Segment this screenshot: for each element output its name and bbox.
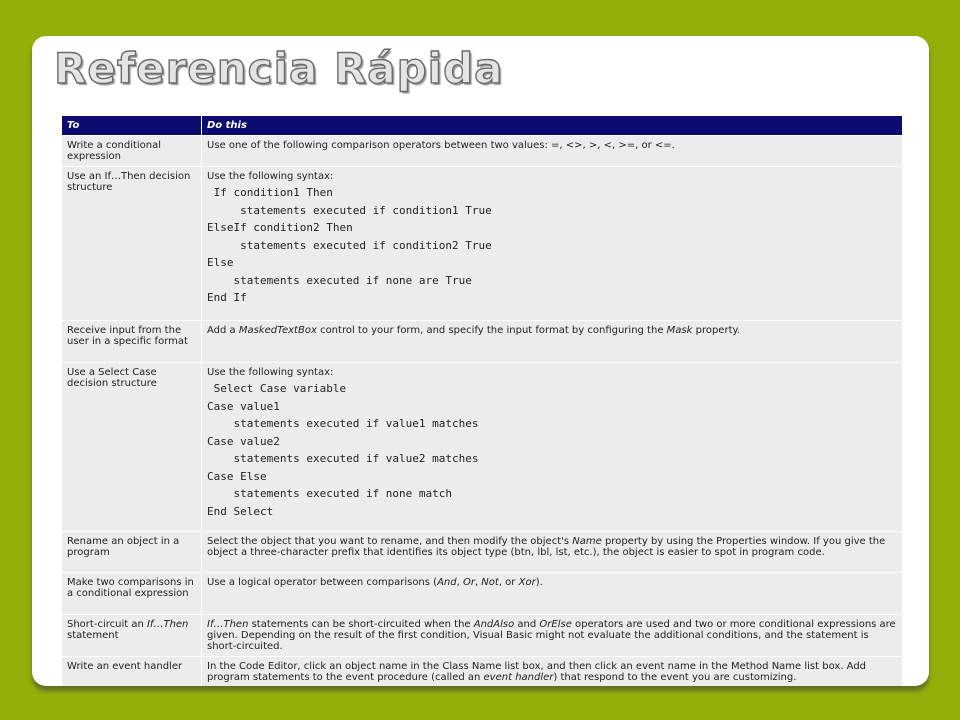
task-cell: Use an If…Then decision structure	[62, 167, 202, 321]
column-header-do-this: Do this	[202, 116, 903, 136]
description-cell	[202, 532, 903, 573]
control-name: MaskedTextBox	[238, 325, 317, 336]
code-line: statements executed if none match	[207, 487, 453, 500]
table-row	[62, 167, 903, 321]
syntax-intro: Use the following syntax:	[207, 171, 334, 182]
text-run: control to your form, and specify the input format by configuring the	[316, 325, 667, 336]
table-row	[62, 532, 903, 573]
table-row	[62, 657, 903, 687]
operator-name: OrElse	[539, 619, 572, 630]
property-name: Mask	[666, 325, 693, 336]
table-row	[62, 363, 903, 532]
property-name: Name	[572, 536, 602, 547]
task-cell: Receive input from the user in a specific format	[62, 321, 202, 363]
text-run: Add a	[207, 325, 239, 336]
operator-name: AndAlso	[473, 619, 515, 630]
code-line: End Select	[207, 504, 274, 518]
code-line: If condition1 Then	[207, 186, 333, 199]
code-line: Case value2	[207, 434, 280, 448]
table-header-row	[62, 116, 903, 136]
operator-name: Not	[481, 577, 499, 588]
description-cell	[202, 363, 903, 532]
slide-card	[32, 36, 929, 686]
text-run: ,	[456, 577, 463, 588]
code-line: statements executed if value2 matches	[207, 452, 479, 465]
code-line: Else	[207, 256, 234, 269]
table-row	[62, 136, 903, 167]
operator-name: Or	[462, 577, 475, 588]
keyword: If…Then	[146, 619, 189, 630]
description-cell: Use one of the following comparison operators between two values: =, <>, >, <, >=, or <=.	[202, 136, 903, 167]
text-run: statement	[67, 630, 119, 641]
code-line: Case Else	[207, 469, 267, 483]
description-cell	[202, 657, 903, 687]
code-line: End If	[207, 291, 247, 304]
operator-name: Xor	[518, 577, 536, 588]
term: event handler	[483, 672, 554, 683]
code-line: Case value1	[207, 399, 280, 413]
description-cell	[202, 321, 903, 363]
code-line: statements executed if none are True	[207, 273, 472, 287]
code-line: statements executed if condition1 True	[207, 203, 492, 217]
description-cell	[202, 573, 903, 615]
text-run: and	[514, 619, 540, 630]
description-cell	[202, 167, 903, 321]
column-header-to: To	[62, 116, 202, 136]
code-line: ElseIf condition2 Then	[207, 221, 353, 234]
text-run: ,	[474, 577, 482, 588]
slide-title: Referencia Rápida	[54, 44, 504, 93]
code-line: statements executed if value1 matches	[207, 417, 479, 430]
text-run: property by using the Properties window. If you give the object a three-character prefix that identifies its object type (btn, lbl, lst, etc.), the object is easier to spot in program code.	[207, 536, 886, 558]
text-run: ).	[535, 577, 543, 588]
text-run: Select the object that you want to rename, and then modify the object's	[207, 536, 573, 547]
table-row	[62, 573, 903, 615]
task-cell	[62, 615, 202, 657]
table-row	[62, 615, 903, 657]
code-line: statements executed if condition2 True	[207, 238, 492, 252]
text-run: , or	[498, 577, 519, 588]
task-cell: Rename an object in a program	[62, 532, 202, 573]
text-run: property.	[692, 325, 741, 336]
quick-reference-table	[61, 115, 903, 686]
description-cell	[202, 615, 903, 657]
task-cell: Use a Select Case decision structure	[62, 363, 202, 532]
task-cell: Make two comparisons in a conditional expression	[62, 573, 202, 615]
text-run: operators are used and two or more conditional expressions are given. Depending on the result of the first condition, Visual Basic might not evaluate the additional conditions, and the statement is short-circuited.	[207, 619, 896, 652]
operator-name: And	[437, 577, 457, 588]
task-cell: Write a conditional expression	[62, 136, 202, 167]
code-line: Select Case variable	[207, 382, 347, 395]
keyword: If…Then	[207, 619, 249, 630]
text-run: In the Code Editor, click an object name in the Class Name list box, and then click an event name in the Method Name list box. Add program statements to the event procedure (called an	[207, 661, 867, 683]
text-run: Use a logical operator between comparisons (	[207, 577, 438, 588]
text-run: ) that respond to the event you are customizing.	[553, 672, 797, 683]
table-row	[62, 321, 903, 363]
task-cell: Write an event handler	[62, 657, 202, 687]
text-run: Short-circuit an	[67, 619, 147, 630]
syntax-intro: Use the following syntax:	[207, 367, 334, 378]
text-run: statements can be short-circuited when the	[248, 619, 474, 630]
